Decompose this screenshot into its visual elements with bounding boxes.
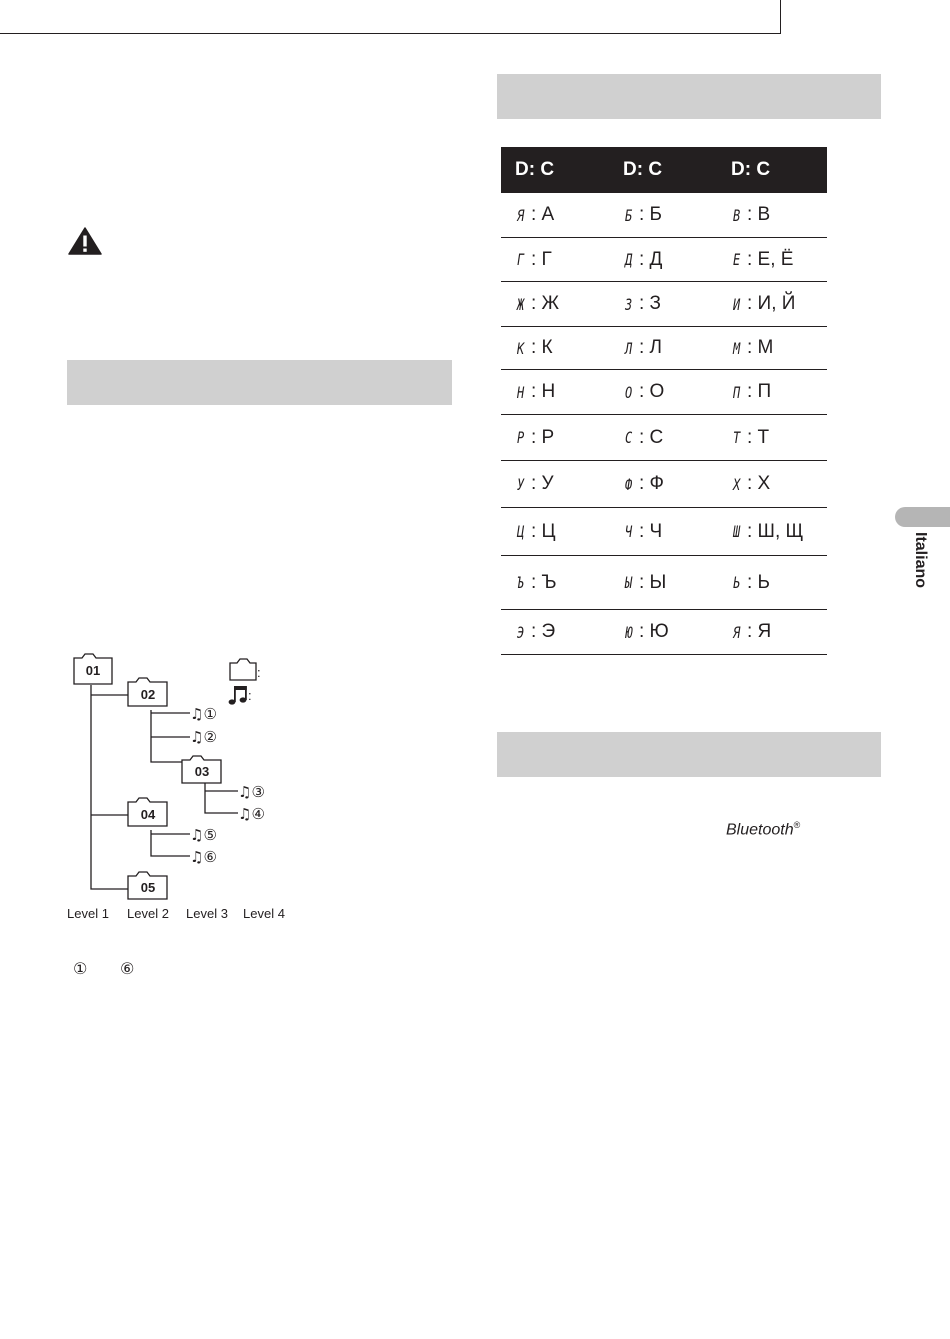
folder-label: 03: [194, 764, 210, 779]
display-glyph: Ю: [625, 622, 632, 642]
display-glyph: Ж: [517, 294, 524, 314]
actual-character: : Х: [747, 473, 771, 494]
table-row: [501, 282, 827, 327]
table-cell: [717, 572, 825, 594]
display-glyph: Ы: [625, 573, 632, 592]
actual-character: : Ю: [639, 621, 669, 642]
display-glyph: Э: [517, 622, 524, 642]
table-cell: [717, 249, 825, 271]
table-header: [501, 147, 827, 193]
table-cell: [501, 427, 609, 449]
warning-triangle-icon: [68, 227, 102, 255]
display-glyph: Р: [517, 428, 524, 447]
level-label: Level 2: [127, 906, 169, 921]
track-item: ♫②: [190, 728, 217, 746]
legend-folder-suffix: :: [257, 665, 261, 680]
track-range-end: ⑥: [120, 959, 135, 978]
russian-character-table: [501, 147, 827, 655]
actual-character: : Ч: [639, 520, 663, 542]
folder-label: 01: [85, 663, 101, 678]
display-glyph: М: [733, 338, 740, 358]
actual-character: : Ш, Щ: [747, 520, 804, 542]
actual-character: : Л: [639, 337, 663, 358]
table-row: [501, 556, 827, 610]
section-header-bar-right-top: [497, 74, 881, 119]
table-cell: [717, 337, 825, 359]
table-cell: [609, 621, 717, 643]
table-cell: [501, 293, 609, 315]
display-glyph: К: [517, 338, 524, 358]
display-glyph: Я: [733, 622, 740, 642]
display-glyph: Ф: [625, 474, 632, 494]
music-note-icon: ♫: [238, 805, 252, 823]
display-glyph: О: [625, 382, 632, 402]
actual-character: : Р: [531, 426, 555, 448]
table-row: [501, 238, 827, 282]
folder-label: 05: [140, 880, 156, 895]
actual-character: : Д: [639, 248, 663, 270]
table-cell: [609, 249, 717, 271]
music-note-icon: ♫: [190, 848, 204, 866]
table-cell: [501, 572, 609, 594]
table-cell: [717, 204, 825, 226]
display-glyph: П: [733, 382, 740, 402]
table-cell: [717, 473, 825, 495]
display-glyph: З: [625, 294, 632, 314]
display-glyph: Ш: [733, 522, 740, 541]
actual-character: : П: [747, 381, 772, 402]
language-tab: [895, 507, 950, 527]
music-note-icon: ♫: [190, 728, 204, 746]
display-glyph: Ь: [733, 573, 740, 592]
table-row: [501, 327, 827, 370]
music-note-icon: ♫: [190, 705, 204, 723]
actual-character: : Ь: [747, 571, 771, 593]
actual-character: : Ы: [639, 571, 667, 593]
table-cell: [501, 381, 609, 403]
actual-character: : С: [639, 426, 664, 448]
table-cell: [609, 427, 717, 449]
actual-character: : З: [639, 293, 662, 314]
section-header-bar-left: [67, 360, 452, 405]
table-row: [501, 461, 827, 508]
actual-character: : И, Й: [747, 293, 796, 314]
actual-character: : Ф: [639, 473, 665, 494]
table-cell: [501, 473, 609, 495]
display-glyph: Я: [517, 205, 524, 225]
table-cell: [609, 572, 717, 594]
actual-character: : В: [747, 204, 771, 225]
actual-character: : К: [531, 337, 553, 358]
column-header: D: C: [623, 159, 663, 180]
folder-tree-diagram: [60, 650, 310, 930]
table-cell: [609, 521, 717, 543]
table-row: [501, 193, 827, 238]
display-glyph: Д: [625, 250, 632, 269]
display-glyph: И: [733, 294, 740, 314]
level-label: Level 4: [243, 906, 285, 921]
track-item: ♫⑥: [190, 848, 217, 866]
actual-character: : Ц: [531, 520, 556, 542]
display-glyph: С: [625, 428, 632, 447]
level-label: Level 3: [186, 906, 228, 921]
legend-file-suffix: :: [248, 688, 252, 703]
table-cell: [501, 621, 609, 643]
actual-character: : Б: [639, 204, 663, 225]
actual-character: : Я: [747, 621, 772, 642]
display-glyph: Ч: [625, 522, 632, 541]
display-glyph: У: [517, 474, 524, 494]
actual-character: : У: [531, 473, 554, 494]
table-cell: [609, 337, 717, 359]
table-cell: [501, 249, 609, 271]
actual-character: : Т: [747, 426, 770, 448]
folder-label: 04: [140, 807, 156, 822]
table-cell: [609, 381, 717, 403]
actual-character: : Ж: [531, 293, 560, 314]
actual-character: : Ъ: [531, 571, 557, 593]
table-cell: [501, 204, 609, 226]
table-cell: [609, 293, 717, 315]
column-header: D: C: [515, 159, 555, 180]
section-header-bar-right-bottom: [497, 732, 881, 777]
bluetooth-trademark: Bluetooth®: [726, 820, 801, 839]
display-glyph: Л: [625, 338, 632, 358]
crop-line-vertical: [780, 0, 781, 34]
actual-character: : Э: [531, 621, 556, 642]
display-glyph: Б: [625, 205, 632, 225]
actual-character: : О: [639, 381, 665, 402]
actual-character: : Г: [531, 248, 552, 270]
track-range-start: ①: [73, 959, 88, 978]
music-note-icon: ♫: [190, 826, 204, 844]
folder-label: 02: [140, 687, 156, 702]
track-item: ♫④: [238, 805, 265, 823]
language-tab-label: Italiano: [912, 532, 929, 589]
table-row: [501, 415, 827, 461]
music-note-icon: ♫: [238, 783, 252, 801]
display-glyph: Ъ: [517, 573, 524, 592]
display-glyph: Е: [733, 250, 740, 269]
level-label: Level 1: [67, 906, 109, 921]
actual-character: : Е, Ё: [747, 248, 794, 270]
track-item: ♫⑤: [190, 826, 217, 844]
display-glyph: Н: [517, 382, 524, 402]
table-cell: [717, 381, 825, 403]
track-item: ♫①: [190, 705, 217, 723]
crop-line-horizontal: [0, 33, 780, 34]
table-cell: [717, 521, 825, 543]
display-glyph: Т: [733, 428, 740, 447]
table-cell: [717, 293, 825, 315]
table-cell: [609, 473, 717, 495]
display-glyph: В: [733, 205, 740, 225]
display-glyph: Г: [517, 250, 524, 269]
table-cell: [717, 621, 825, 643]
actual-character: : Н: [531, 381, 556, 402]
table-row: [501, 610, 827, 655]
table-cell: [501, 337, 609, 359]
table-row: [501, 508, 827, 556]
table-cell: [717, 427, 825, 449]
display-glyph: Х: [733, 474, 740, 494]
track-item: ♫③: [238, 783, 265, 801]
display-glyph: Ц: [517, 522, 524, 541]
actual-character: : А: [531, 204, 555, 225]
column-header: D: C: [731, 159, 771, 180]
table-row: [501, 370, 827, 415]
table-cell: [501, 521, 609, 543]
table-cell: [609, 204, 717, 226]
actual-character: : М: [747, 337, 774, 358]
